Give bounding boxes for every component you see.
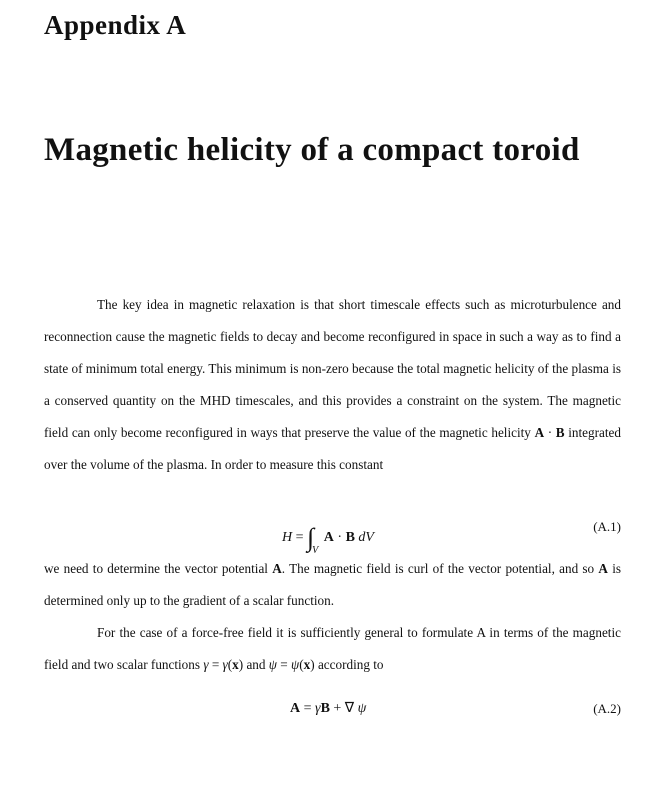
equation-number: (A.2) [593,701,621,716]
paragraph-text: we need to determine the vector potential [44,561,273,576]
paragraph-force-free: For the case of a force-free field it is sufficiently general to formulate A in terms of the magnetic field and two scalar functions γ = γ(x) and ψ = ψ(x) according to [44,625,621,672]
paragraph-text: The key idea in magnetic relaxation is that short timescale effects such as microturbulence and reconnection cause the magnetic fields to decay and become reconfigured in space in such a way as to find a state of minimum total energy. This minimum is non-zero because the total magnetic helicity of the plasma is a conserved quantity on the MHD timescales, and this provides a constraint on the system. The magnetic field can only become reconfigured in ways that preserve the value of the magnetic helicity [44,297,621,440]
paragraph-text: according to [314,657,384,672]
appendix-label: Appendix A [44,10,187,40]
paragraph-vector-potential: we need to determine the vector potential A. The magnetic field is curl of the vector potential, and so A is determined only up to the gradient of a scalar function. [44,561,621,608]
equation-body: A = γB + ∇ ψ [290,701,367,716]
paragraph-text: integrated over the volume of the plasma. In order to measure this constant [44,425,621,472]
paragraph-text: and [243,657,269,672]
equation-number: (A.1) [593,519,621,534]
paragraph-intro: The key idea in magnetic relaxation is that short timescale effects such as microturbulence and reconnection cause the magnetic fields to decay and become reconfigured in space in such a way as to find a state of minimum total energy. This minimum is non-zero because the total magnetic helicity of the plasma is a conserved quantity on the MHD timescales, and this provides a constraint on the system. The magnetic field can only become reconfigured in ways that preserve the value of the magnetic helicity A · B integrated over the volume of the plasma. In order to measure this constant [44,297,621,472]
equation-a1 [44,508,621,556]
paragraph-text: is determined only up to the gradient of a scalar function. [44,561,621,608]
paragraph-text: For the case of a force-free field it is sufficiently general to formulate A in terms of the magnetic field and two scalar functions [44,625,621,672]
paragraph-text: . The magnetic field is curl of the vector potential, and so [281,561,599,576]
chapter-title: Magnetic helicity of a compact toroid [44,132,580,168]
math-a-dot-b: A [534,425,545,440]
equation-body: $H = \int_V$ A · B dV [282,523,374,556]
equation-a2 [44,690,621,730]
